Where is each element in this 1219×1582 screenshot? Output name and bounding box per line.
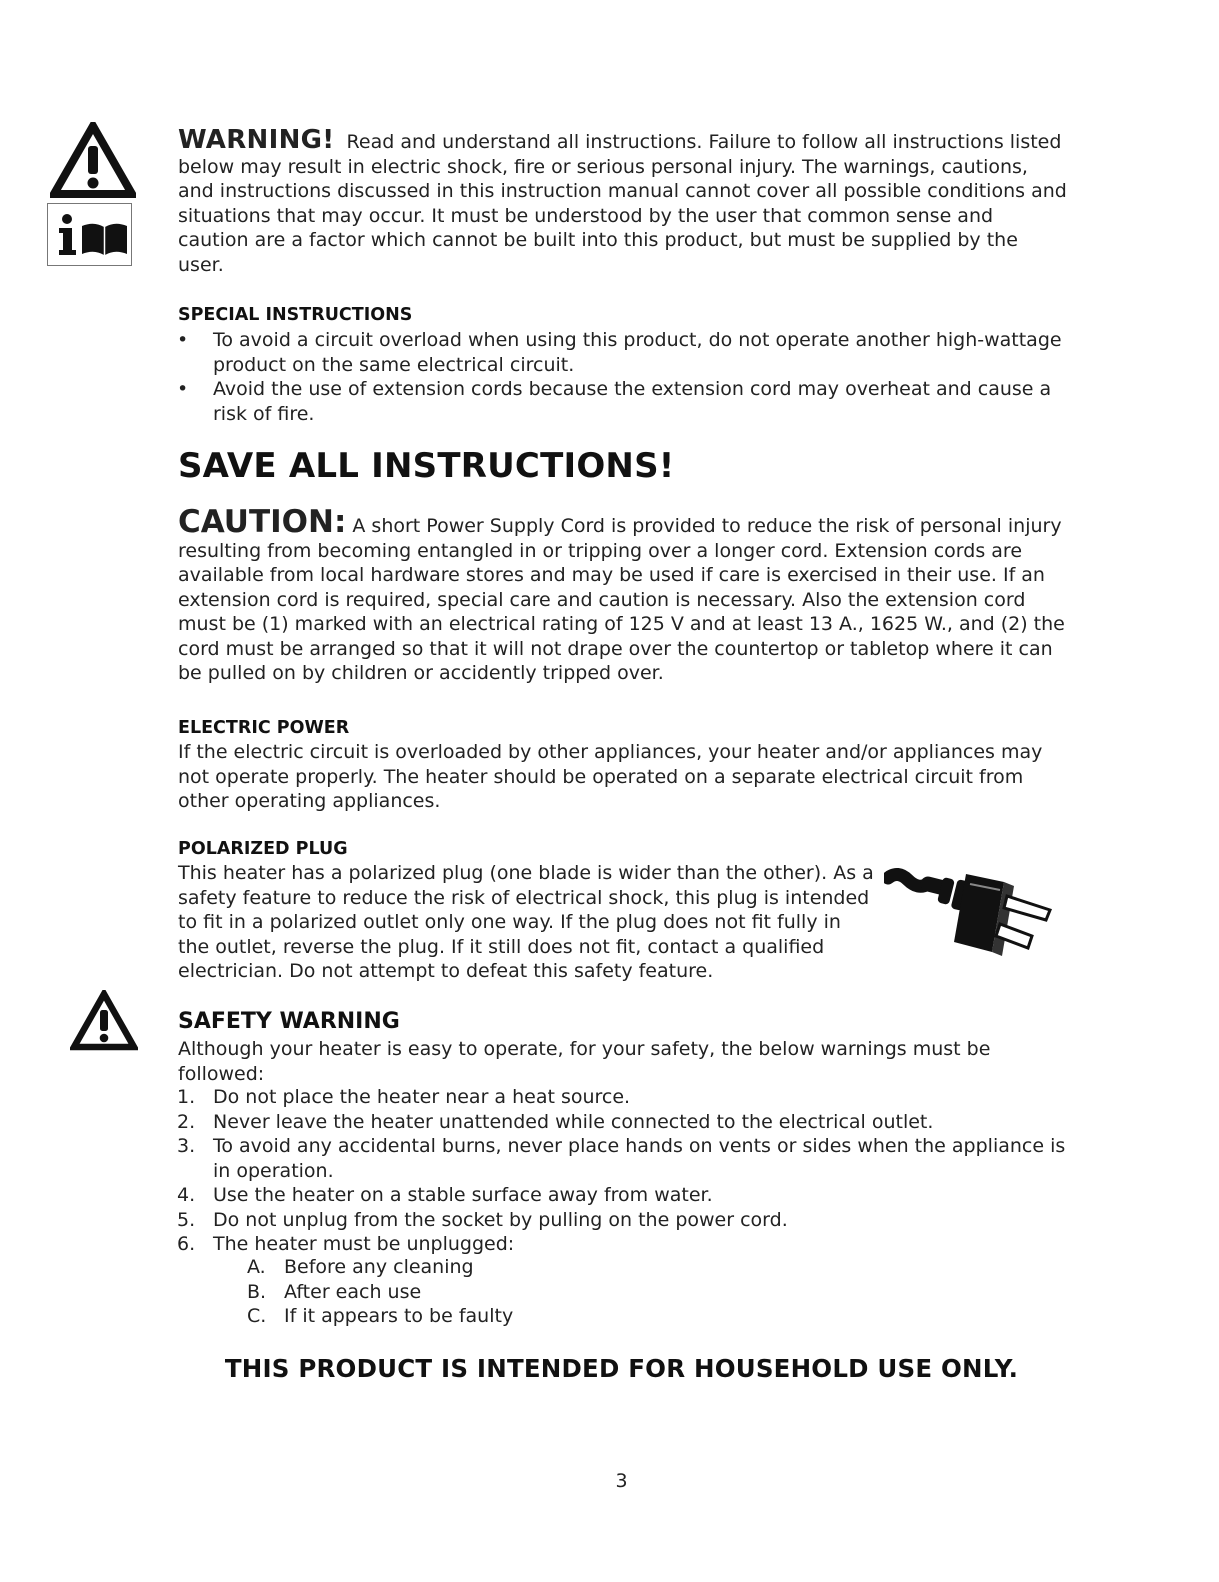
list-item: 5. Do not unplug from the socket by pulling on the power cord. — [177, 1208, 788, 1231]
household-use-notice: THIS PRODUCT IS INTENDED FOR HOUSEHOLD USE ONLY. — [224, 1354, 1019, 1383]
polarized-plug-icon — [884, 860, 1059, 965]
caution-text: A short Power Supply Cord is provided to reduce the risk of personal injury resulting from becoming entangled in or tripping over a longer cord. Extension cords are available from local hardware stores and may be used if care is exercised in their use. If an extension cord is required, special care and caution is necessary. Also the extension cord must be (1) marked with an electrical rating of 125 V and at least 13 A., 1625 W., and (2) the cord must be arranged so that it will not drape over the countertop or tabletop where it can be pulled on by children or accidently tripped over. — [178, 515, 1065, 684]
special-instructions-heading: SPECIAL INSTRUCTIONS — [178, 305, 413, 325]
list-item: 1. Do not place the heater near a heat source. — [177, 1086, 631, 1108]
list-item: A. Before any cleaning — [247, 1256, 474, 1278]
list-item: • Avoid the use of extension cords because the extension cord may overheat and cause a risk of fire. — [177, 378, 1052, 425]
unplug-sublist — [247, 1255, 884, 1329]
list-item: C. If it appears to be faulty — [247, 1305, 514, 1327]
page-number: 3 — [615, 1470, 628, 1492]
warning-triangle-icon — [50, 122, 136, 198]
polarized-plug-heading: POLARIZED PLUG — [178, 839, 348, 859]
warning-heading: WARNING! — [178, 125, 335, 155]
list-item: 2. Never leave the heater unattended while connected to the electrical outlet. — [177, 1110, 934, 1133]
safety-warning-list — [177, 1085, 1073, 1257]
list-item: 3. To avoid any accidental burns, never place hands on vents or sides when the appliance is in operation. — [177, 1135, 1066, 1182]
list-item: 4. Use the heater on a stable surface away from water. — [177, 1184, 713, 1206]
save-instructions-heading: SAVE ALL INSTRUCTIONS! — [178, 446, 675, 486]
warning-triangle-icon — [70, 990, 138, 1052]
polarized-plug-text: This heater has a polarized plug (one blade is wider than the other). As a safety feature to reduce the risk of electrical shock, this plug is intended to fit in a polarized outlet only one way. If the plug does not fit fully in the outlet, reverse the plug. If it still does not fit, contact a qualified electrician. Do not attempt to defeat this safety feature. — [178, 862, 874, 982]
electric-power-heading: ELECTRIC POWER — [178, 718, 350, 738]
info-manual-icon — [47, 203, 132, 266]
list-item: • To avoid a circuit overload when using this product, do not operate another high-wattage product on the same electrical circuit. — [177, 329, 1062, 376]
safety-warning-intro: Although your heater is easy to operate, for your safety, the below warnings must be followed: — [178, 1038, 991, 1085]
warning-text: Read and understand all instructions. Failure to follow all instructions listed below may result in electric shock, fire or serious personal injury. The warnings, cautions, and instructions discussed in this instruction manual cannot cover all possible conditions and situations that may occur. It must be understood by the user that common sense and caution are a factor which cannot be built into this product, but must be supplied by the user. — [178, 131, 1067, 276]
electric-power-text: If the electric circuit is overloaded by other appliances, your heater and/or appliances may not operate properly. The heater should be operated on a separate electrical circuit from other operating appliances. — [178, 741, 1043, 812]
list-item: 6. The heater must be unplugged: — [177, 1233, 515, 1255]
safety-warning-heading: SAFETY WARNING — [178, 1009, 400, 1034]
special-instructions-list — [177, 328, 1073, 426]
caution-heading: CAUTION: — [178, 504, 347, 540]
list-item: B. After each use — [247, 1280, 422, 1303]
